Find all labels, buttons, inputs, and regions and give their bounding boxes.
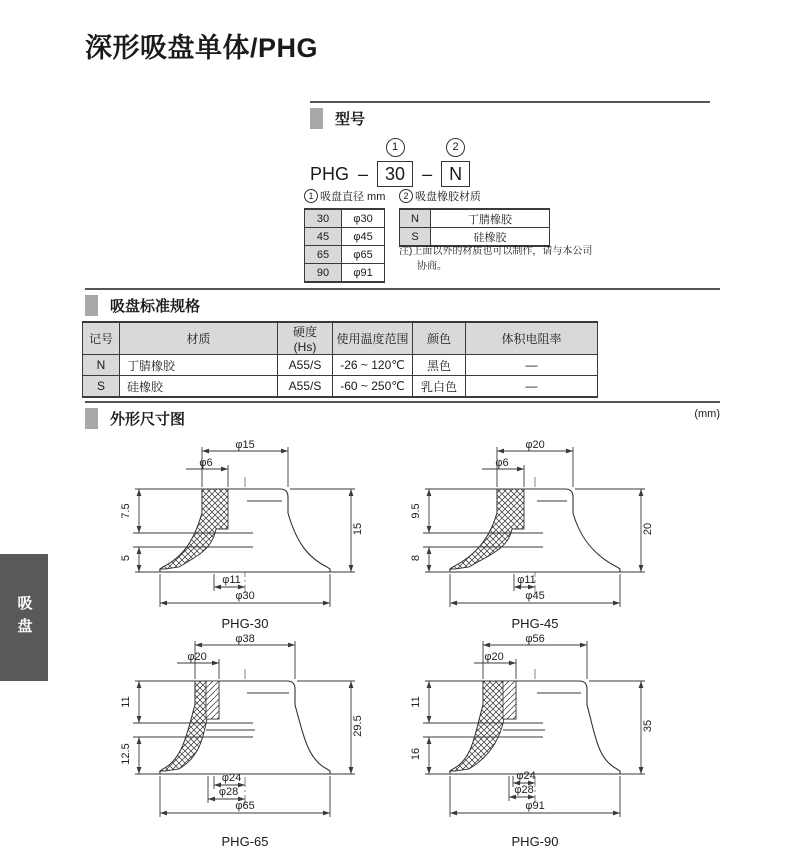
section-marker-icon: [310, 108, 323, 129]
drawing-label: PHG-65: [221, 834, 269, 849]
material-note: 注)上面以外的材质也可以制作，请与本公司协商。: [399, 246, 593, 272]
section-header-specs: [85, 288, 720, 316]
svg-text:φ28: φ28: [514, 784, 534, 796]
svg-text:9.5: 9.5: [410, 503, 422, 519]
svg-text:φ45: φ45: [525, 590, 545, 602]
drawing-canvas: [95, 631, 395, 832]
diameter-table: [304, 208, 385, 283]
svg-text:φ11: φ11: [222, 574, 241, 586]
section-marker-icon: [85, 295, 98, 316]
svg-text:15: 15: [352, 522, 364, 536]
svg-text:φ11: φ11: [517, 574, 536, 586]
drawing-canvas: [385, 631, 685, 832]
section-title: 型号: [335, 111, 366, 128]
section-header-model: [310, 101, 710, 129]
table-row: N 丁腈橡胶 A55/S -26 ~ 120℃ 黑色 —: [83, 355, 598, 376]
svg-text:φ56: φ56: [525, 633, 545, 645]
unit-note: (mm): [694, 408, 720, 420]
diameter-table-title: 1 吸盘直径 mm: [304, 188, 385, 204]
circled-number-1-icon: 1: [304, 189, 318, 203]
table-row: 30 φ30: [305, 209, 385, 228]
svg-text:11: 11: [120, 696, 132, 708]
svg-text:φ6: φ6: [495, 457, 509, 469]
diameter-table-block: [304, 188, 385, 283]
drawing-phg-45: [385, 437, 685, 631]
table-row: S 硅橡胶 A55/S -60 ~ 250℃ 乳白色 —: [83, 376, 598, 398]
circled-number-1-icon: 1: [386, 138, 405, 157]
drawing-phg-30: [95, 437, 395, 631]
model-code-dash: –: [422, 164, 433, 184]
svg-text:5: 5: [120, 554, 132, 562]
table-row: S 硅橡胶: [400, 228, 550, 247]
svg-text:12.5: 12.5: [120, 743, 132, 765]
svg-text:7.5: 7.5: [120, 503, 132, 519]
table-row: 65 φ65: [305, 246, 385, 264]
model-code-dash: –: [358, 164, 369, 184]
model-code-value-1: 30: [377, 161, 413, 187]
model-code-part-1: [377, 138, 413, 187]
section-title: 外形尺寸图: [110, 411, 186, 428]
svg-text:29.5: 29.5: [352, 715, 364, 737]
material-table: [399, 208, 550, 247]
model-code-part-2: [441, 138, 470, 187]
svg-text:φ65: φ65: [235, 800, 255, 812]
svg-text:φ15: φ15: [235, 439, 255, 451]
sidebar-tab-label: 吸盘: [15, 594, 33, 641]
model-code-value-2: N: [441, 161, 470, 187]
model-code: [310, 138, 470, 187]
spec-table-block: [82, 321, 598, 398]
svg-text:16: 16: [410, 747, 422, 761]
svg-text:35: 35: [642, 719, 654, 733]
drawing-phg-90: [385, 631, 685, 849]
sidebar-tab-suction-cup: [0, 554, 48, 681]
material-table-title: 2 吸盘橡胶材质: [399, 188, 550, 204]
table-header-row: 记号 材质 硬度 (Hs) 使用温度范围 颜色 体积电阻率: [83, 322, 598, 355]
svg-text:φ24: φ24: [221, 772, 242, 784]
svg-text:φ28: φ28: [218, 786, 239, 798]
circled-number-2-icon: 2: [446, 138, 465, 157]
drawing-phg-65: [95, 631, 395, 849]
drawing-canvas: [95, 437, 395, 614]
drawing-label: PHG-30: [221, 616, 269, 631]
svg-text:φ30: φ30: [235, 590, 255, 602]
svg-text:φ20: φ20: [187, 651, 207, 663]
svg-text:11: 11: [410, 696, 422, 708]
section-title: 吸盘标准规格: [110, 298, 201, 315]
svg-text:8: 8: [410, 554, 422, 562]
drawing-label: PHG-45: [511, 616, 559, 631]
drawing-label: PHG-90: [511, 834, 559, 849]
svg-text:20: 20: [642, 522, 654, 536]
svg-text:φ20: φ20: [484, 651, 504, 663]
table-row: 45 φ45: [305, 228, 385, 246]
model-code-prefix: PHG: [310, 164, 350, 184]
spec-table: [82, 321, 598, 398]
drawing-canvas: [385, 437, 685, 614]
svg-text:φ6: φ6: [199, 457, 213, 469]
svg-text:φ38: φ38: [235, 633, 255, 645]
svg-text:φ20: φ20: [525, 439, 545, 451]
material-table-block: [399, 188, 550, 247]
svg-text:φ24: φ24: [516, 770, 536, 782]
svg-text:φ91: φ91: [525, 800, 545, 812]
page-title: 深形吸盘单体/PHG: [85, 33, 319, 63]
circled-number-2-icon: 2: [399, 189, 413, 203]
table-row: 90 φ91: [305, 264, 385, 283]
table-row: N 丁腈橡胶: [400, 209, 550, 228]
